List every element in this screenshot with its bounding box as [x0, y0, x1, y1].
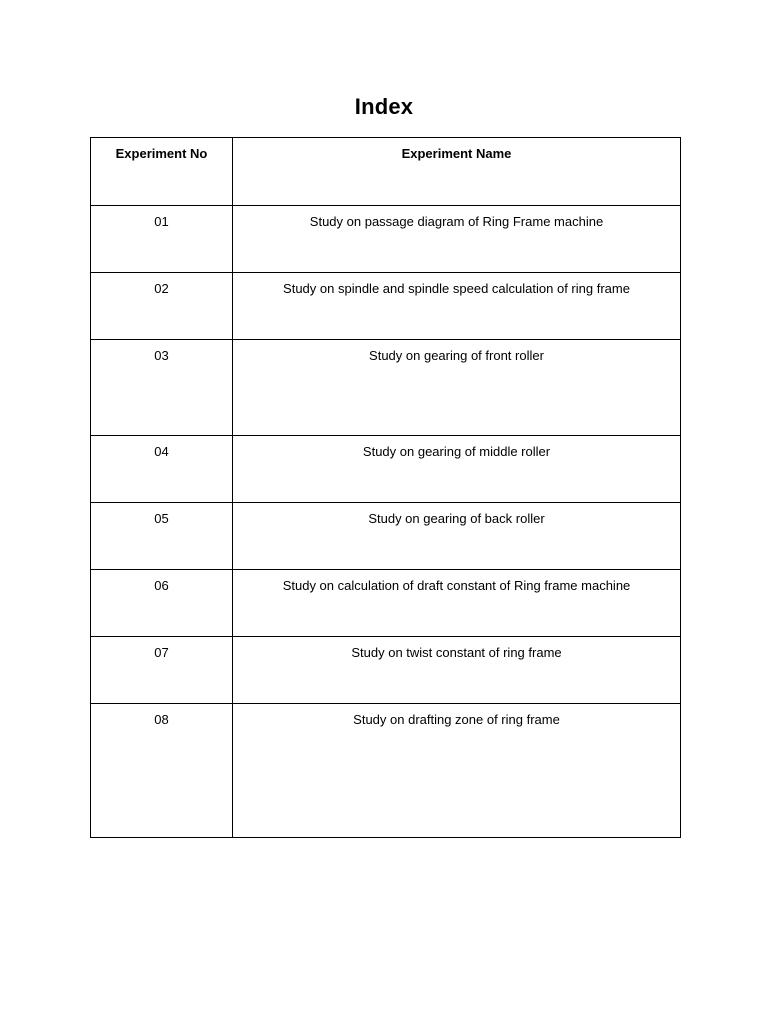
experiment-name: Study on calculation of draft constant of Ring frame machine — [233, 570, 681, 637]
table-row — [91, 503, 681, 570]
experiment-name: Study on gearing of front roller — [233, 340, 681, 436]
table-row — [91, 570, 681, 637]
experiment-name: Study on passage diagram of Ring Frame machine — [233, 206, 681, 273]
experiment-name: Study on gearing of middle roller — [233, 436, 681, 503]
experiment-number: 01 — [91, 206, 233, 273]
experiment-number: 07 — [91, 637, 233, 704]
experiment-number: 05 — [91, 503, 233, 570]
experiment-name: Study on gearing of back roller — [233, 503, 681, 570]
experiment-number: 04 — [91, 436, 233, 503]
page-title: Index — [354, 94, 414, 119]
table-header-row — [91, 138, 681, 206]
column-header-experiment-name: Experiment Name — [233, 138, 681, 206]
column-header-experiment-no: Experiment No — [91, 138, 233, 206]
table-row — [91, 704, 681, 838]
index-table — [90, 137, 681, 838]
table-row — [91, 637, 681, 704]
experiment-name: Study on twist constant of ring frame — [233, 637, 681, 704]
experiment-number: 02 — [91, 273, 233, 340]
table-row — [91, 273, 681, 340]
table-row — [91, 340, 681, 436]
experiment-name: Study on drafting zone of ring frame — [233, 704, 681, 838]
experiment-number: 03 — [91, 340, 233, 436]
experiment-number: 06 — [91, 570, 233, 637]
table-row — [91, 436, 681, 503]
experiment-name: Study on spindle and spindle speed calculation of ring frame — [233, 273, 681, 340]
table-row — [91, 206, 681, 273]
experiment-number: 08 — [91, 704, 233, 838]
